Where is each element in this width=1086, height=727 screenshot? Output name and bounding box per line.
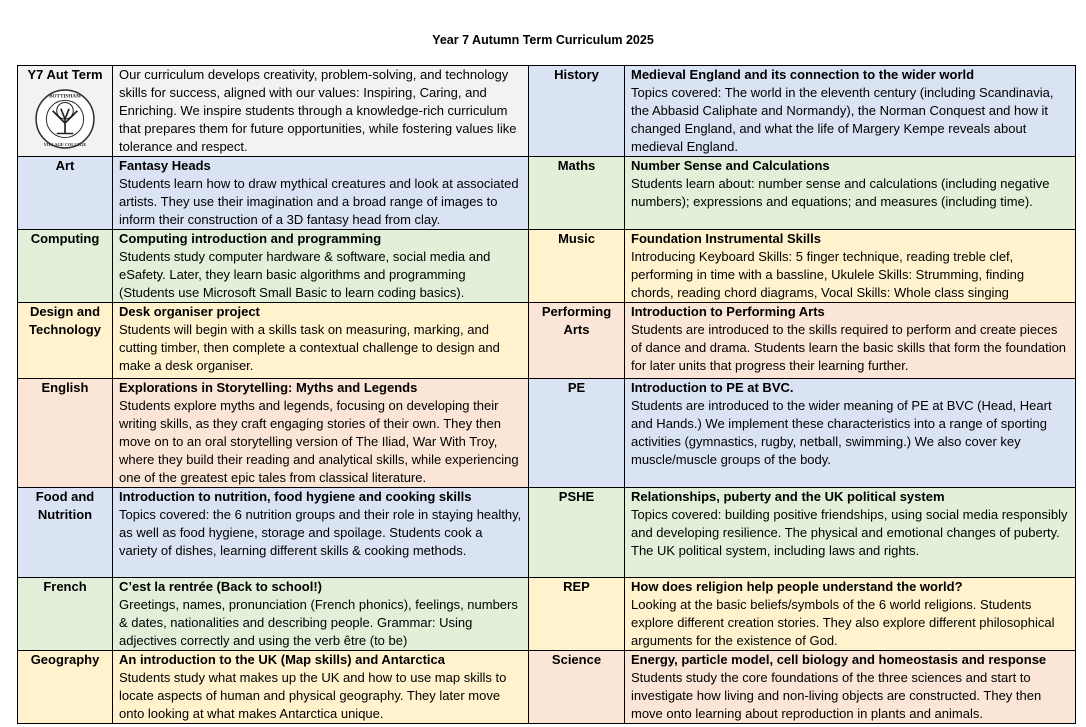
content-cell [625, 488, 1076, 578]
topic-title: An introduction to the UK (Map skills) and Antarctica [119, 652, 445, 667]
table-row-header [18, 66, 1076, 157]
topic-description: Students learn how to draw mythical creatures and look at associated artists. They use their imagination and a broad range of images to inform their construction of a 3D fantasy head from clay. [119, 176, 519, 227]
topic-title: Introduction to Performing Arts [631, 304, 825, 319]
subject-name: Food and Nutrition [35, 489, 95, 522]
subject-name: Computing [30, 231, 100, 246]
topic-description: Introducing Keyboard Skills: 5 finger technique, reading treble clef, performing in time with a bassline, Ukulele Skills: Strumming, finding chords, reading chord diagrams, Vocal Skills: Whole class singing [631, 249, 1025, 300]
subject-cell [529, 651, 625, 724]
subject-name: PE [567, 380, 586, 395]
content-cell [625, 157, 1076, 230]
topic-description: Looking at the basic beliefs/symbols of the 6 world religions. Students explore different creation stories. They also explore different philosophical arguments for the existence of God. [631, 597, 1055, 648]
subject-cell [18, 651, 113, 724]
topic-description: Topics covered: the 6 nutrition groups and their role in staying healthy, as well as food hygiene, storage and spoilage. Students cook a variety of dishes, learning different skills & cooking methods. [119, 507, 522, 558]
subject-name: French [43, 579, 87, 594]
subject-cell [18, 578, 113, 651]
topic-title: Medieval England and its connection to the wider world [631, 67, 975, 82]
term-label: Y7 Aut Term [27, 67, 103, 82]
topic-description: Students are introduced to the wider meaning of PE at BVC (Head, Heart and Hands.) We implement these characteristics into a range of sporting activities (gymnastics, rugby, netball, swimming.) We also cover key muscle/muscle groups of the body. [631, 398, 1052, 467]
table-row [18, 157, 1076, 230]
subject-name: Design and Technology [29, 304, 101, 337]
table-row [18, 379, 1076, 488]
topic-title: Number Sense and Calculations [631, 158, 830, 173]
subject-cell [529, 157, 625, 230]
svg-text:VILLAGE COLLEGE: VILLAGE COLLEGE [43, 141, 87, 147]
subject-cell [529, 578, 625, 651]
svg-text:BOTTISHAM: BOTTISHAM [49, 93, 81, 100]
curriculum-table [17, 65, 1076, 724]
topic-description: Students study the core foundations of the three sciences and start to investigate how living and non-living objects are constructed. They then move onto learning about reproduction in plants and animals. [631, 670, 1042, 721]
topic-title: Desk organiser project [119, 304, 260, 319]
table-row [18, 651, 1076, 724]
table-row [18, 578, 1076, 651]
term-label-cell [18, 66, 113, 157]
subject-name: PSHE [558, 489, 595, 504]
topic-title: How does religion help people understand the world? [631, 579, 963, 594]
page-title: Year 7 Autumn Term Curriculum 2025 [432, 33, 654, 47]
topic-description: Students study what makes up the UK and how to use map skills to locate aspects of human and physical geography. They later move onto looking at what makes Antarctica unique. [119, 670, 507, 721]
topic-title: Explorations in Storytelling: Myths and Legends [119, 380, 418, 395]
subject-name: Performing Arts [541, 304, 612, 337]
table-row [18, 303, 1076, 379]
topic-title: C’est la rentrée (Back to school!) [119, 579, 322, 594]
topic-title: Introduction to nutrition, food hygiene and cooking skills [119, 489, 472, 504]
content-cell [625, 578, 1076, 651]
topic-title: Foundation Instrumental Skills [631, 231, 821, 246]
topic-title: Computing introduction and programming [119, 231, 382, 246]
table-row [18, 488, 1076, 578]
content-cell [113, 157, 529, 230]
topic-description: Students will begin with a skills task on measuring, marking, and cutting timber, then complete a contextual challenge to design and make a desk organiser. [119, 322, 500, 373]
subject-name: Music [558, 231, 595, 246]
topic-description: Students are introduced to the skills required to perform and create pieces of dance and drama. Students learn the basic skills that form the foundation for later units that progress their learning further. [631, 322, 1067, 373]
topic-description: Greetings, names, pronunciation (French phonics), feelings, numbers & dates, nationalities and describing people. Grammar: Using adjectives correctly and using the verb être (to be) [119, 597, 518, 648]
content-cell [113, 578, 529, 651]
subject-cell [18, 379, 113, 488]
topic-title: Energy, particle model, cell biology and homeostasis and response [631, 652, 1047, 667]
content-cell [625, 379, 1076, 488]
topic-title: Fantasy Heads [119, 158, 211, 173]
subject-cell [529, 230, 625, 303]
subject-cell [18, 230, 113, 303]
subject-cell [529, 303, 625, 379]
topic-description: Students learn about: number sense and calculations (including negative numbers); expressions and equations; and measures (including time). [631, 176, 1050, 209]
subject-name: History [554, 67, 599, 82]
content-cell [113, 651, 529, 724]
subject-name: Science [551, 652, 602, 667]
subject-name: Art [55, 158, 75, 173]
subject-name: REP [563, 579, 590, 594]
content-cell [113, 488, 529, 578]
curriculum-intro: Our curriculum develops creativity, problem-solving, and technology skills for success, aligned with our values: Inspiring, Caring, and Enriching. We inspire students through a knowledge-rich curriculum that prepares them for future opportunities, while fostering values like tolerance and respect. [119, 67, 517, 154]
subject-name: Maths [557, 158, 596, 173]
table-row [18, 230, 1076, 303]
topic-description: Students explore myths and legends, focusing on developing their writing skills, as they craft engaging stories of their own. They then move on to an oral storytelling version of The Iliad, War With Troy, where they build their reading and analytical skills, while experiencing one of the greatest epic tales from classical literature. [119, 398, 519, 485]
topic-description: Students study computer hardware & software, social media and eSafety. Later, they learn basic algorithms and programming (Students use Microsoft Small Basic to learn coding basics). [119, 249, 491, 300]
content-cell [625, 230, 1076, 303]
topic-description: Topics covered: The world in the eleventh century (including Scandinavia, the Abbasid Caliphate and Normandy), the Norman Conquest and how it changed England, and what the life of Margery Kempe reveals about medieval England. [631, 85, 1054, 154]
subject-cell [18, 303, 113, 379]
content-cell [625, 303, 1076, 379]
subject-name: English [41, 380, 89, 395]
content-cell [113, 303, 529, 379]
subject-cell [529, 379, 625, 488]
intro-cell [113, 66, 529, 157]
topic-title: Relationships, puberty and the UK political system [631, 489, 945, 504]
subject-cell [529, 66, 625, 157]
content-cell [625, 66, 1076, 157]
content-cell [113, 379, 529, 488]
topic-title: Introduction to PE at BVC. [631, 380, 794, 395]
subject-cell [529, 488, 625, 578]
school-logo-icon [34, 88, 96, 150]
content-cell [113, 230, 529, 303]
subject-name: Geography [30, 652, 100, 667]
topic-description: Topics covered: building positive friendships, using social media responsibly and developing resilience. The physical and emotional changes of puberty. The UK political system, including laws and rights. [631, 507, 1068, 558]
subject-cell [18, 157, 113, 230]
content-cell [625, 651, 1076, 724]
subject-cell [18, 488, 113, 578]
